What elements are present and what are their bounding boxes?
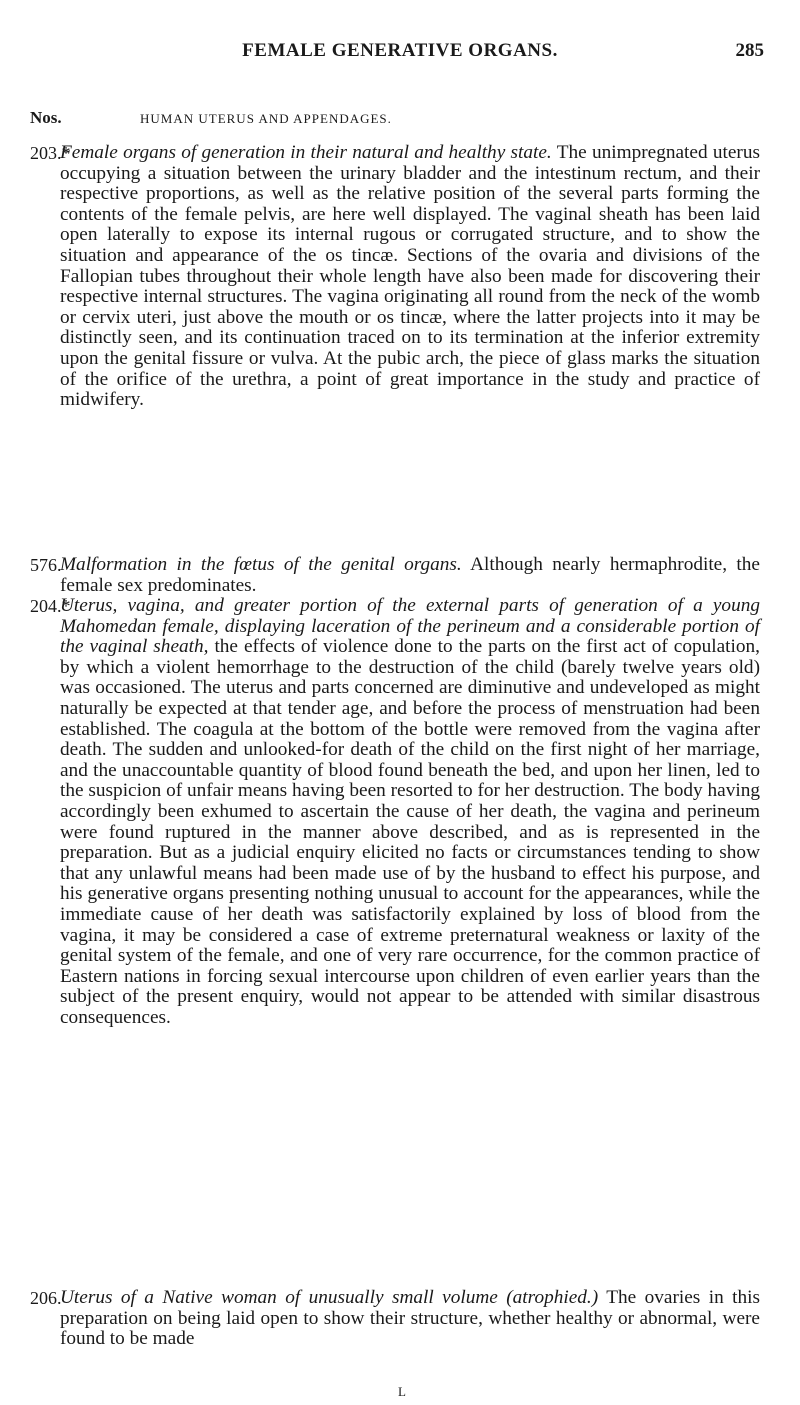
entry-heading: Uterus, vagina, and greater portion of the external parts of generation of a young Mahomedan female, displaying laceration of the perineum and a considerable portion of the vaginal sheath,: [60, 595, 760, 658]
catalogue-entry: [30, 554, 760, 596]
catalogue-entry: [30, 1287, 760, 1350]
entry-number: 206.: [30, 1288, 62, 1308]
entry-text: Although nearly hermaphrodite, the female sex predominates.: [60, 554, 760, 596]
column-heads: [30, 108, 770, 128]
entry-number: 576.: [30, 555, 62, 575]
entry-body: [60, 555, 760, 596]
entry-body: [60, 596, 760, 1028]
nos-column-head: Nos.: [30, 108, 62, 127]
signature-mark: L: [398, 1384, 406, 1399]
entry-body: [60, 143, 760, 411]
page-number: 285: [735, 40, 764, 61]
entry-body: [60, 1288, 760, 1350]
running-head-title: FEMALE GENERATIVE ORGANS.: [242, 40, 558, 61]
section-title: HUMAN UTERUS AND APPENDAGES.: [140, 111, 392, 126]
entry-heading: Malformation in the fœtus of the genital organs.: [60, 554, 462, 575]
entry-text: The ovaries in this preparation on being laid open to show their structure, whether healthy or abnormal, were found to be made: [60, 1287, 760, 1350]
catalogue-entry: [30, 595, 760, 1028]
running-head: [30, 40, 770, 70]
entry-number: 204.*: [30, 596, 71, 616]
catalogue-entry: [30, 142, 760, 411]
entry-heading: Female organs of generation in their natural and healthy state.: [60, 142, 552, 163]
entry-text: the effects of violence done to the parts on the first act of copulation, by which a violent hemorrhage to the destruction of the child (barely twelve years old) was occasioned. The uterus and parts concerned are diminutive and undeveloped as might naturally be expected at that tender age, and before the process of menstruation had been established. The coagula at the bottom of the bottle were removed from the vagina after death. The sudden and unlooked-for death of the child on the first night of her marriage, and the unaccountable quantity of blood found beneath the bed, and upon her linen, led to the suspicion of unfair means having been resorted to for her destruction. The body having accordingly been exhumed to ascertain the cause of her death, the vagina and perineum were found ruptured in the manner above described, and as is represented in the preparation. But as a judicial enquiry elicited no facts or circumstances tending to show that any unlawful means had been made use of by the husband to effect his purpose, and his generative organs presenting nothing unusual to account for the appearances, while the immediate cause of her death was satisfactorily explained by loss of blood from the vagina, it may be considered a case of extreme preternatural weakness or laxity of the genital system of the female, and one of very rare occurrence, for the common practice of Eastern nations in forcing sexual intercourse upon children of even earlier years than the subject of the present enquiry, would not appear to be attended with similar disastrous consequences.: [60, 636, 760, 1028]
entry-heading: Uterus of a Native woman of unusually small volume (atrophied.): [60, 1287, 599, 1308]
entry-number: 203.*: [30, 143, 71, 163]
entry-text: The unimpregnated uterus occupying a situation between the urinary bladder and the intestinum rectum, and their respective proportions, as well as the relative position of the several parts forming the contents of the female pelvis, are here well displayed. The vaginal sheath has been laid open laterally to expose its internal rugous or corrugated structure, and to show the situation and appearance of the os tincæ. Sections of the ovaria and divisions of the Fallopian tubes throughout their whole length have also been made for discovering their respective internal structures. The vagina originating all round from the neck of the womb or cervix uteri, just above the mouth or os tincæ, where the latter projects into it may be distinctly seen, and its continuation traced on to its termination at the inferior extremity upon the genital fissure or vulva. At the pubic arch, the piece of glass marks the situation of the orifice of the urethra, a point of great importance in the study and practice of midwifery.: [60, 142, 760, 411]
